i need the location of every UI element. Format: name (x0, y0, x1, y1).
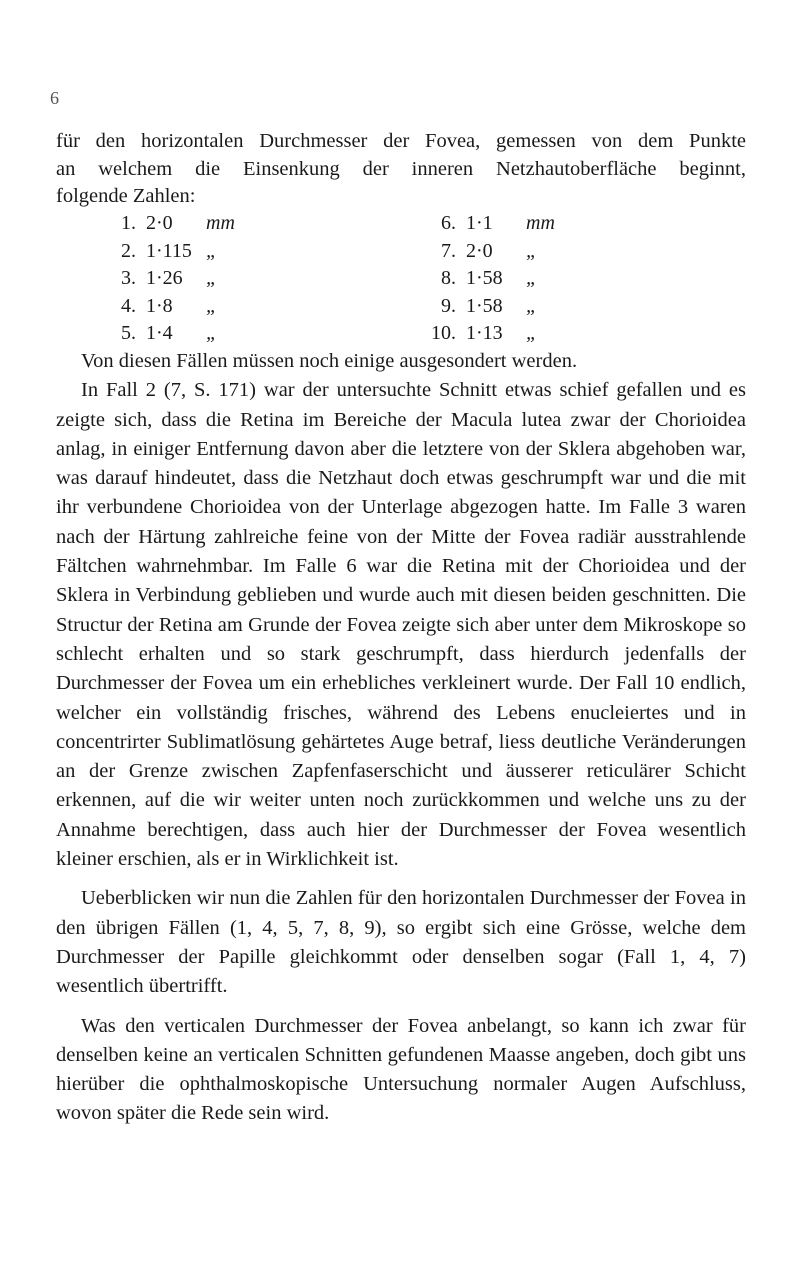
case-number: 2. (121, 239, 136, 262)
table-row (0, 293, 800, 321)
measurement-value: 1·58 (466, 267, 503, 290)
intro-line: folgende Zahlen: (56, 185, 196, 207)
intro-line: für den horizontalen Durchmesser der Fovea, gemessen von dem Punkte (56, 130, 746, 152)
measurement-value: 1·58 (466, 294, 503, 317)
intro-text (56, 128, 746, 211)
case-number: 3. (121, 267, 136, 290)
case-number: 1. (121, 212, 136, 234)
measurement-unit: „ (206, 322, 218, 345)
table-row (0, 265, 800, 293)
measurement-entry (108, 265, 217, 293)
table-row (0, 238, 800, 266)
measurement-value: 2·0 (146, 212, 173, 234)
measurement-entry (108, 293, 217, 321)
paragraph: Ueberblicken wir nun die Zahlen für den horizontalen Durchmesser der Fovea in den übrigen Fällen (1, 4, 5, 7, 8, 9), so ergibt sich eine Grösse, welche dem Durchmesser der Papille gleichkommt oder denselben sogar (Fall 1, 4, 7) wesentlich übertrifft. (56, 887, 746, 998)
case-number: 5. (121, 322, 136, 345)
measurement-value: 1·4 (146, 322, 173, 345)
measurement-value: 1·1 (466, 212, 493, 234)
measurement-entry (428, 293, 537, 321)
measurement-entry (108, 320, 217, 348)
measurement-unit: „ (206, 267, 218, 290)
table-row (0, 210, 800, 238)
measurement-entry (428, 265, 537, 293)
measurement-value: 1·26 (146, 267, 183, 290)
table-row (0, 320, 800, 348)
measurement-unit: mm (206, 212, 235, 234)
measurement-unit: „ (206, 294, 218, 317)
measurement-value: 1·8 (146, 294, 173, 317)
measurement-unit: „ (206, 239, 218, 262)
measurement-unit: „ (526, 294, 538, 317)
measurement-unit: „ (526, 267, 538, 290)
paragraph: In Fall 2 (7, S. 171) war der untersuchte Schnitt etwas schief gefallen und es zeigte sich, dass die Retina im Bereiche der Macula lutea zwar der Chorioidea anlag, in einiger Entfernung davon aber die letztere von der Sklera abgehoben war, was darauf hindeutet, dass die Netzhaut doch etwas geschrumpft war und die mit ihr verbundene Chorioidea von der Unterlage abgezogen hatte. Im Falle 3 waren nach der Härtung zahlreiche feine von der Mitte der Fovea radiär ausstrahlende Fältchen wahrnehmbar. Im Falle 6 war die Retina mit der Chorioidea und der Sklera in Verbindung geblieben und wurde auch mit diesen beiden geschnitten. Die Structur der Retina am Grunde der Fovea zeigte sich aber unter dem Mikroskope so schlecht erhalten und so stark geschrumpft, dass hierdurch jedenfalls der Durchmesser der Fovea um ein erhebliches verkleinert wurde. Der Fall 10 endlich, welcher ein vollständig frisches, während des Lebens enucleiertes und in concentrirter Sublimatlösung gehärtetes Auge betraf, liess deutliche Veränderungen an der Grenze zwischen Zapfenfaserschicht und äusserer reticulärer Schicht erkennen, auf die wir weiter unten noch zurückkommen und welche uns zu der Annahme berechtigen, dass auch hier der Durchmesser der Fovea wesentlich kleiner erschien, als er in Wirklichkeit ist. (56, 379, 746, 871)
measurement-unit: „ (526, 322, 538, 345)
case-number: 8. (441, 267, 456, 290)
measurement-value: 1·115 (146, 239, 192, 262)
measurement-entry (428, 320, 537, 348)
measurement-entry (108, 238, 217, 266)
paragraph: Was den verticalen Durchmesser der Fovea anbelangt, so kann ich zwar für denselben keine an verticalen Schnitten gefundenen Maasse angeben, doch gibt uns hierüber die ophthalmoskopische Untersuchung normaler Augen Aufschluss, wovon später die Rede sein wird. (56, 1014, 746, 1125)
case-number: 4. (121, 294, 136, 317)
case-number: 9. (441, 294, 456, 317)
measurement-entry (428, 238, 537, 266)
paragraph: Von diesen Fällen müssen noch einige ausgesondert werden. (81, 350, 578, 372)
measurement-unit: „ (526, 239, 538, 262)
measurement-entry (108, 210, 235, 238)
page-number: 6 (50, 88, 59, 108)
case-number: 7. (441, 239, 456, 262)
measurement-unit: mm (526, 212, 555, 234)
body-text (56, 347, 746, 1129)
intro-line: an welchem die Einsenkung der inneren Netzhautoberfläche beginnt, (56, 157, 746, 180)
measurement-value: 2·0 (466, 239, 493, 262)
measurement-entry (428, 210, 555, 238)
measurement-value: 1·13 (466, 322, 503, 345)
measurement-table (0, 210, 800, 348)
case-number: 6. (441, 212, 456, 234)
case-number: 10. (431, 322, 456, 345)
